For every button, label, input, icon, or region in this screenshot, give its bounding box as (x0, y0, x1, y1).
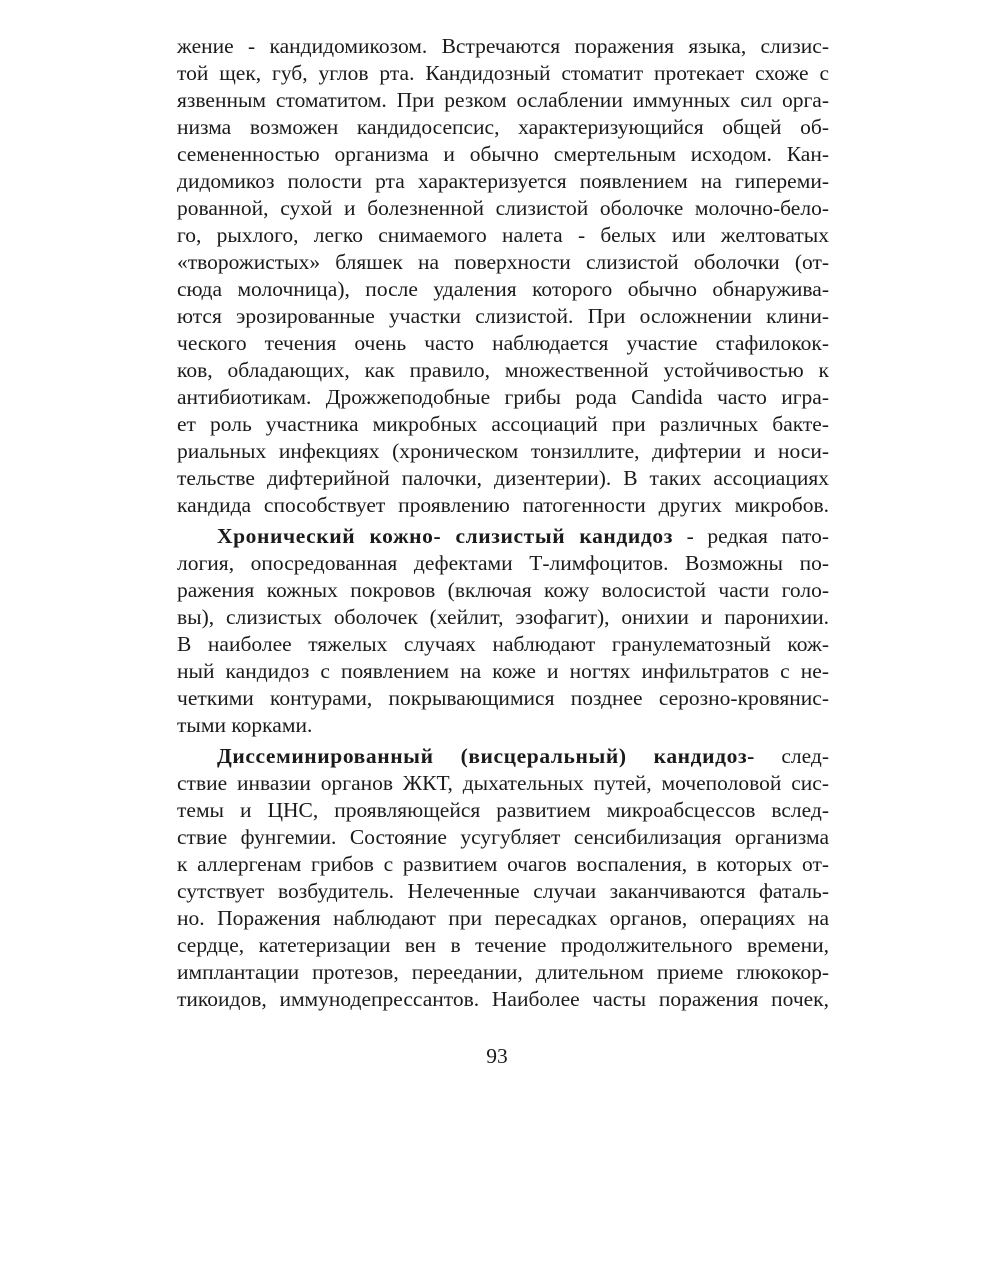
text-line: ков, обладающих, как правило, множественной устойчивостью к (177, 358, 829, 382)
text-line: ный кандидоз с появлением на коже и ногтях инфильтратов с не- (177, 659, 829, 683)
paragraph-3 (177, 743, 829, 1013)
page-body (177, 33, 829, 1013)
text-line: тыми корками. (177, 713, 313, 737)
text-line: ражения кожных покровов (включая кожу волосистой части голо- (177, 578, 829, 602)
text-line: жение - кандидомикозом. Встречаются поражения языка, слизис- (177, 34, 829, 58)
paragraph-heading: Диссеминированный (висцеральный) кандидоз- (217, 744, 755, 768)
text-line: но. Поражения наблюдают при пересадках органов, операциях на (177, 906, 829, 930)
text-line: темы и ЦНС, проявляющейся развитием микроабсцессов вслед- (177, 798, 829, 822)
paragraph-2 (177, 523, 829, 739)
text-line: четкими контурами, покрывающимися позднее серозно-кровянис- (177, 686, 829, 710)
text-line: тельстве дифтерийной палочки, дизентерии). В таких ассоциациях (177, 466, 829, 490)
text-line: риальных инфекциях (хроническом тонзиллите, дифтерии и носи- (177, 439, 829, 463)
text-line: ются эрозированные участки слизистой. При осложнении клини- (177, 304, 829, 328)
text-line: вы), слизистых оболочек (хейлит, эзофагит), онихии и паронихии. (177, 605, 829, 629)
text-line: ствие фунгемии. Состояние усугубляет сенсибилизация организма (177, 825, 829, 849)
text-fragment: - редкая пато- (672, 524, 829, 548)
text-line: той щек, губ, углов рта. Кандидозный стоматит протекает схоже с (177, 61, 829, 85)
text-line: го, рыхлого, легко снимаемого налета - белых или желтоватых (177, 223, 829, 247)
text-line: язвенным стоматитом. При резком ослаблении иммунных сил орга- (177, 88, 829, 112)
text-line: семененностью организма и обычно смертельным исходом. Кан- (177, 142, 829, 166)
paragraph-1 (177, 33, 829, 519)
text-line: ет роль участника микробных ассоциаций при различных бакте- (177, 412, 829, 436)
text-line: дидомикоз полости рта характеризуется появлением на гипереми- (177, 169, 829, 193)
text-line: «творожистых» бляшек на поверхности слизистой оболочки (от- (177, 250, 829, 274)
text-line: к аллергенам грибов с развитием очагов воспаления, в которых от- (177, 852, 829, 876)
paragraph-heading: Хронический кожно- слизистый кандидоз (217, 524, 673, 548)
text-line: рованной, сухой и болезненной слизистой оболочке молочно-бело- (177, 196, 829, 220)
text-line: ческого течения очень часто наблюдается участие стафилокок- (177, 331, 829, 355)
text-line: сердце, катетеризации вен в течение продолжительного времени, (177, 933, 829, 957)
text-line: имплантации протезов, переедании, длительном приеме глюкокор- (177, 960, 829, 984)
text-fragment: след- (754, 744, 829, 768)
text-line: антибиотикам. Дрожжеподобные грибы рода Candida часто игра- (177, 385, 829, 409)
text-line: кандида способствует проявлению патогенности других микробов. (177, 493, 829, 517)
text-line (177, 743, 829, 770)
text-line: низма возможен кандидосепсис, характеризующийся общей об- (177, 115, 829, 139)
text-line: сутствует возбудитель. Нелеченные случаи заканчиваются фаталь- (177, 879, 829, 903)
text-line: ствие инвазии органов ЖКТ, дыхательных путей, мочеполовой сис- (177, 771, 829, 795)
text-line (177, 523, 829, 550)
text-line: логия, опосредованная дефектами Т-лимфоцитов. Возможны по- (177, 551, 829, 575)
text-line: В наиболее тяжелых случаях наблюдают гранулематозный кож- (177, 632, 829, 656)
text-line: сюда молочница), после удаления которого обычно обнаружива- (177, 277, 829, 301)
page-number: 93 (486, 1044, 508, 1068)
text-line: тикоидов, иммунодепрессантов. Наиболее часты поражения почек, (177, 987, 829, 1011)
